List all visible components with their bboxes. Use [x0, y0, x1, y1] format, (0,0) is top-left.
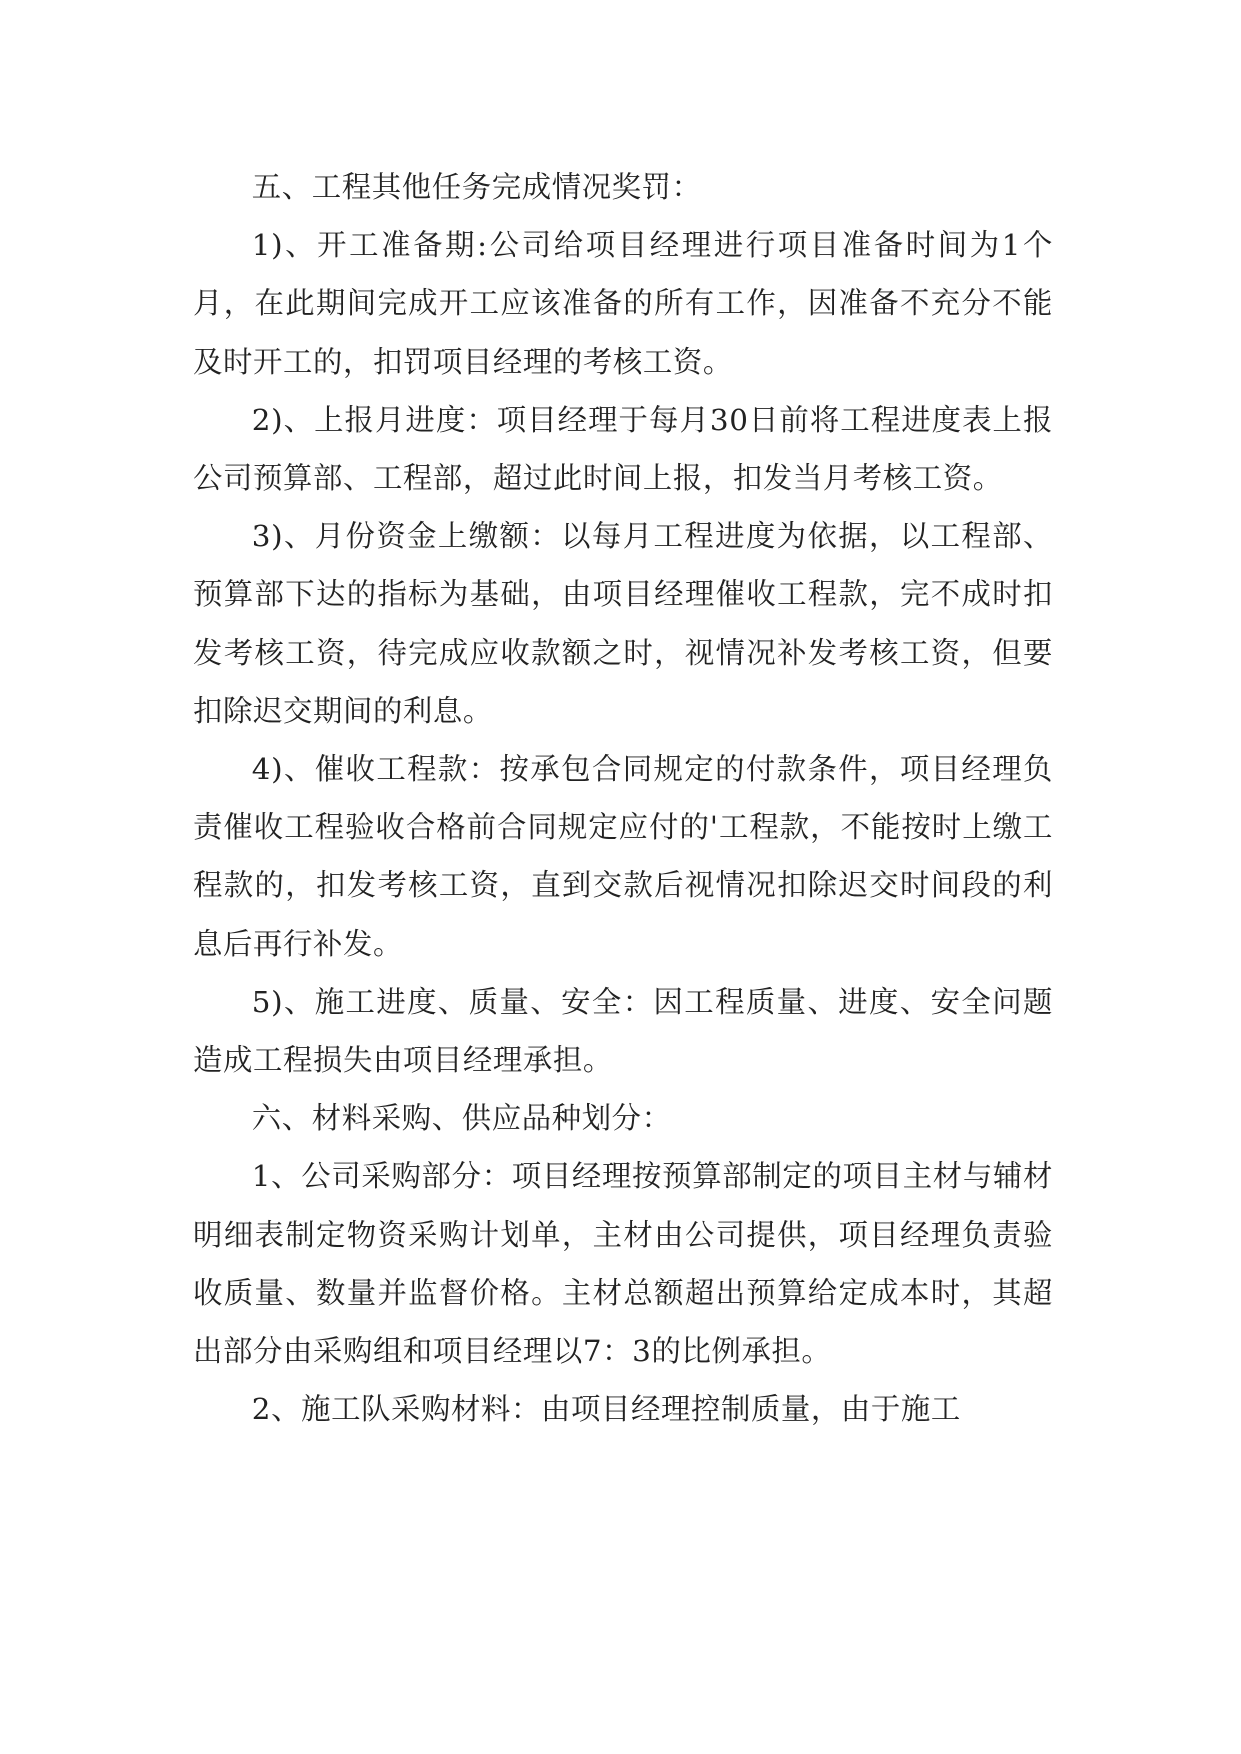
- paragraph-preparation-period: 1)、开工准备期:公司给项目经理进行项目准备时间为1个月，在此期间完成开工应该准备的所有工作，因准备不充分不能及时开工的，扣罚项目经理的考核工资。: [193, 228, 1053, 379]
- paragraph-payment-collection: 4)、催收工程款：按承包合同规定的付款条件，项目经理负责催收工程验收合格前合同规定应付的'工程款，不能按时上缴工程款的，扣发考核工资，直到交款后视情况扣除迟交时间段的利息后再行补发。: [193, 752, 1053, 961]
- paragraph-monthly-progress: 2)、上报月进度：项目经理于每月30日前将工程进度表上报公司预算部、工程部，超过此时间上报，扣发当月考核工资。: [193, 402, 1053, 496]
- paragraph-company-procurement: 1、公司采购部分：项目经理按预算部制定的项目主材与辅材明细表制定物资采购计划单，主材由公司提供，项目经理负责验收质量、数量并监督价格。主材总额超出预算给定成本时，其超出部分由采购组和项目经理以7：3的比例承担。: [193, 1159, 1053, 1369]
- paragraph-monthly-funds: 3)、月份资金上缴额：以每月工程进度为依据，以工程部、预算部下达的指标为基础，由项目经理催收工程款，完不成时扣发考核工资，待完成应收款额之时，视情况补发考核工资，但要扣除迟交期间的利息。: [193, 519, 1053, 728]
- document-body: [193, 158, 1053, 1438]
- section-heading-rewards: 五、工程其他任务完成情况奖罚：: [251, 170, 702, 204]
- paragraph-progress-quality-safety: 5)、施工进度、质量、安全：因工程质量、进度、安全问题造成工程损失由项目经理承担。: [193, 984, 1053, 1078]
- section-heading-materials: 六、材料采购、供应品种划分：: [251, 1101, 672, 1136]
- paragraph-team-procurement: 2、施工队采购材料：由项目经理控制质量，由于施工: [251, 1392, 961, 1427]
